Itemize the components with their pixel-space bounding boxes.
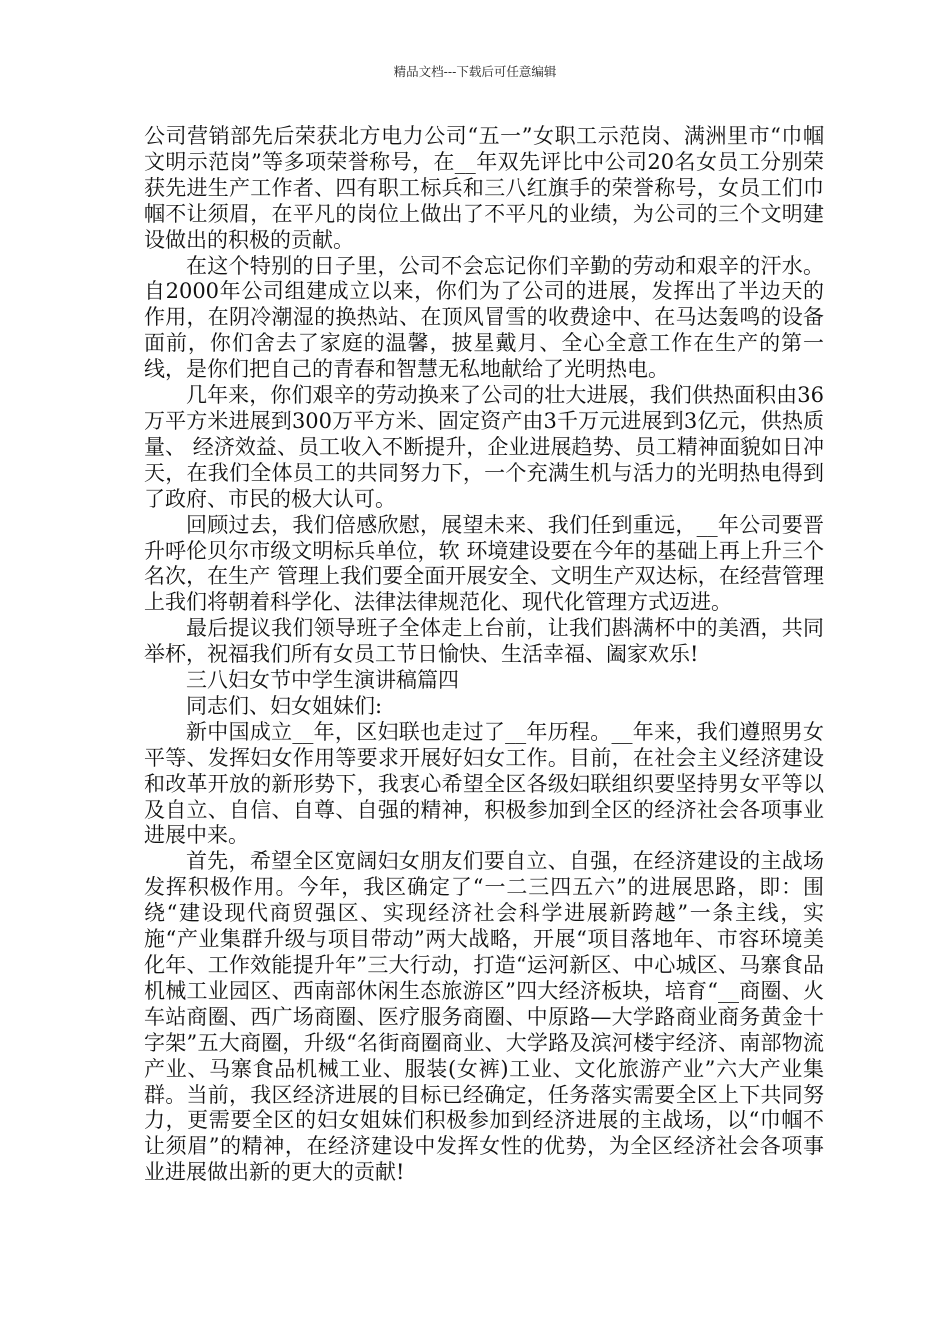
salutation: 同志们、妇女姐妹们: xyxy=(186,693,383,718)
document-body xyxy=(144,124,824,1186)
paragraph-4: 回顾过去，我们倍感欣慰，展望未来、我们任到重远，__年公司要晋升呼伦贝尔市级文明标兵单位，软 环境建设要在今年的基础上再上升三个名次，在生产 管理上我们要全面开展安全、文明生产双达标，在经营管理上我们将朝着科学化、法律法律规范化、现代化管理方式迈进。 xyxy=(144,512,824,615)
paragraph-2: 在这个特别的日子里，公司不会忘记你们辛勤的劳动和艰辛的汗水。自2000年公司组建成立以来，你们为了公司的进展，发挥出了半边天的作用，在阴冷潮湿的换热站、在顶风冒雪的收费途中、在马达轰鸣的设备面前，你们舍去了家庭的温馨，披星戴月、全心全意工作在生产的第一线，是你们把自己的青春和智慧无私地献给了光明热电。 xyxy=(144,253,824,382)
paragraph-6: 新中国成立__年，区妇联也走过了__年历程。__年来，我们遵照男女平等、发挥妇女作用等要求开展好妇女工作。目前，在社会主义经济建设和改革开放的新形势下，我衷心希望全区各级妇联组织要坚持男女平等以及自立、自信、自尊、自强的精神，积极参加到全区的经济社会各项事业进展中来。 xyxy=(144,719,824,848)
section-title: 三八妇女节中学生演讲稿篇四 xyxy=(186,668,459,693)
paragraph-3: 几年来，你们艰辛的劳动换来了公司的壮大进展，我们供热面积由36万平方米进展到300万平方米、固定资产由3千万元进展到3亿元，供热质量、 经济效益、员工收入不断提升，企业进展趋势、员工精神面貌如日冲天，在我们全体员工的共同努力下，一个充满生机与活力的光明热电得到了政府、市民的极大认可。 xyxy=(144,383,824,511)
page-header: 精品文档---下载后可任意编辑 xyxy=(393,64,557,79)
paragraph-7: 首先，希望全区宽阔妇女朋友们要自立、自强，在经济建设的主战场发挥积极作用。今年，我区确定了“一二三四五六”的进展思路，即：围绕“建设现代商贸强区、实现经济社会科学进展新跨越”一条主线，实施“产业集群升级与项目带动”两大战略，开展“项目落地年、市容环境美化年、工作效能提升年”三大行动，打造“运河新区、中心城区、马寨食品机械工业园区、西南部休闲生态旅游区”四大经济板块，培育“__商圈、火车站商圈、西广场商圈、医疗服务商圈、中原路—大学路商业商务黄金十字架”五大商圈，升级“名街商圈商业、大学路及滨河楼宇经济、南部物流产业、马寨食品机械工业、服装(女裤)工业、文化旅游产业”六大产业集群。当前，我区经济进展的目标已经确定，任务落实需要全区上下共同努力，更需要全区的妇女姐妹们积极参加到经济进展的主战场，以“巾帼不让须眉”的精神，在经济建设中发挥女性的优势，为全区经济社会各项事业进展做出新的更大的贡献! xyxy=(144,849,824,1185)
paragraph-5: 最后提议我们领导班子全体走上台前，让我们斟满杯中的美酒，共同举杯，祝福我们所有女员工节日愉快、生活幸福、阖家欢乐! xyxy=(144,616,824,667)
paragraph-1: 公司营销部先后荣获北方电力公司“五一”女职工示范岗、满洲里市“巾帼文明示范岗”等多项荣誉称号，在__年双先评比中公司20名女员工分别荣获先进生产工作者、四有职工标兵和三八红旗手的荣誉称号，女员工们巾帼不让须眉，在平凡的岗位上做出了不平凡的业绩，为公司的三个文明建设做出的积极的贡献。 xyxy=(144,124,824,252)
